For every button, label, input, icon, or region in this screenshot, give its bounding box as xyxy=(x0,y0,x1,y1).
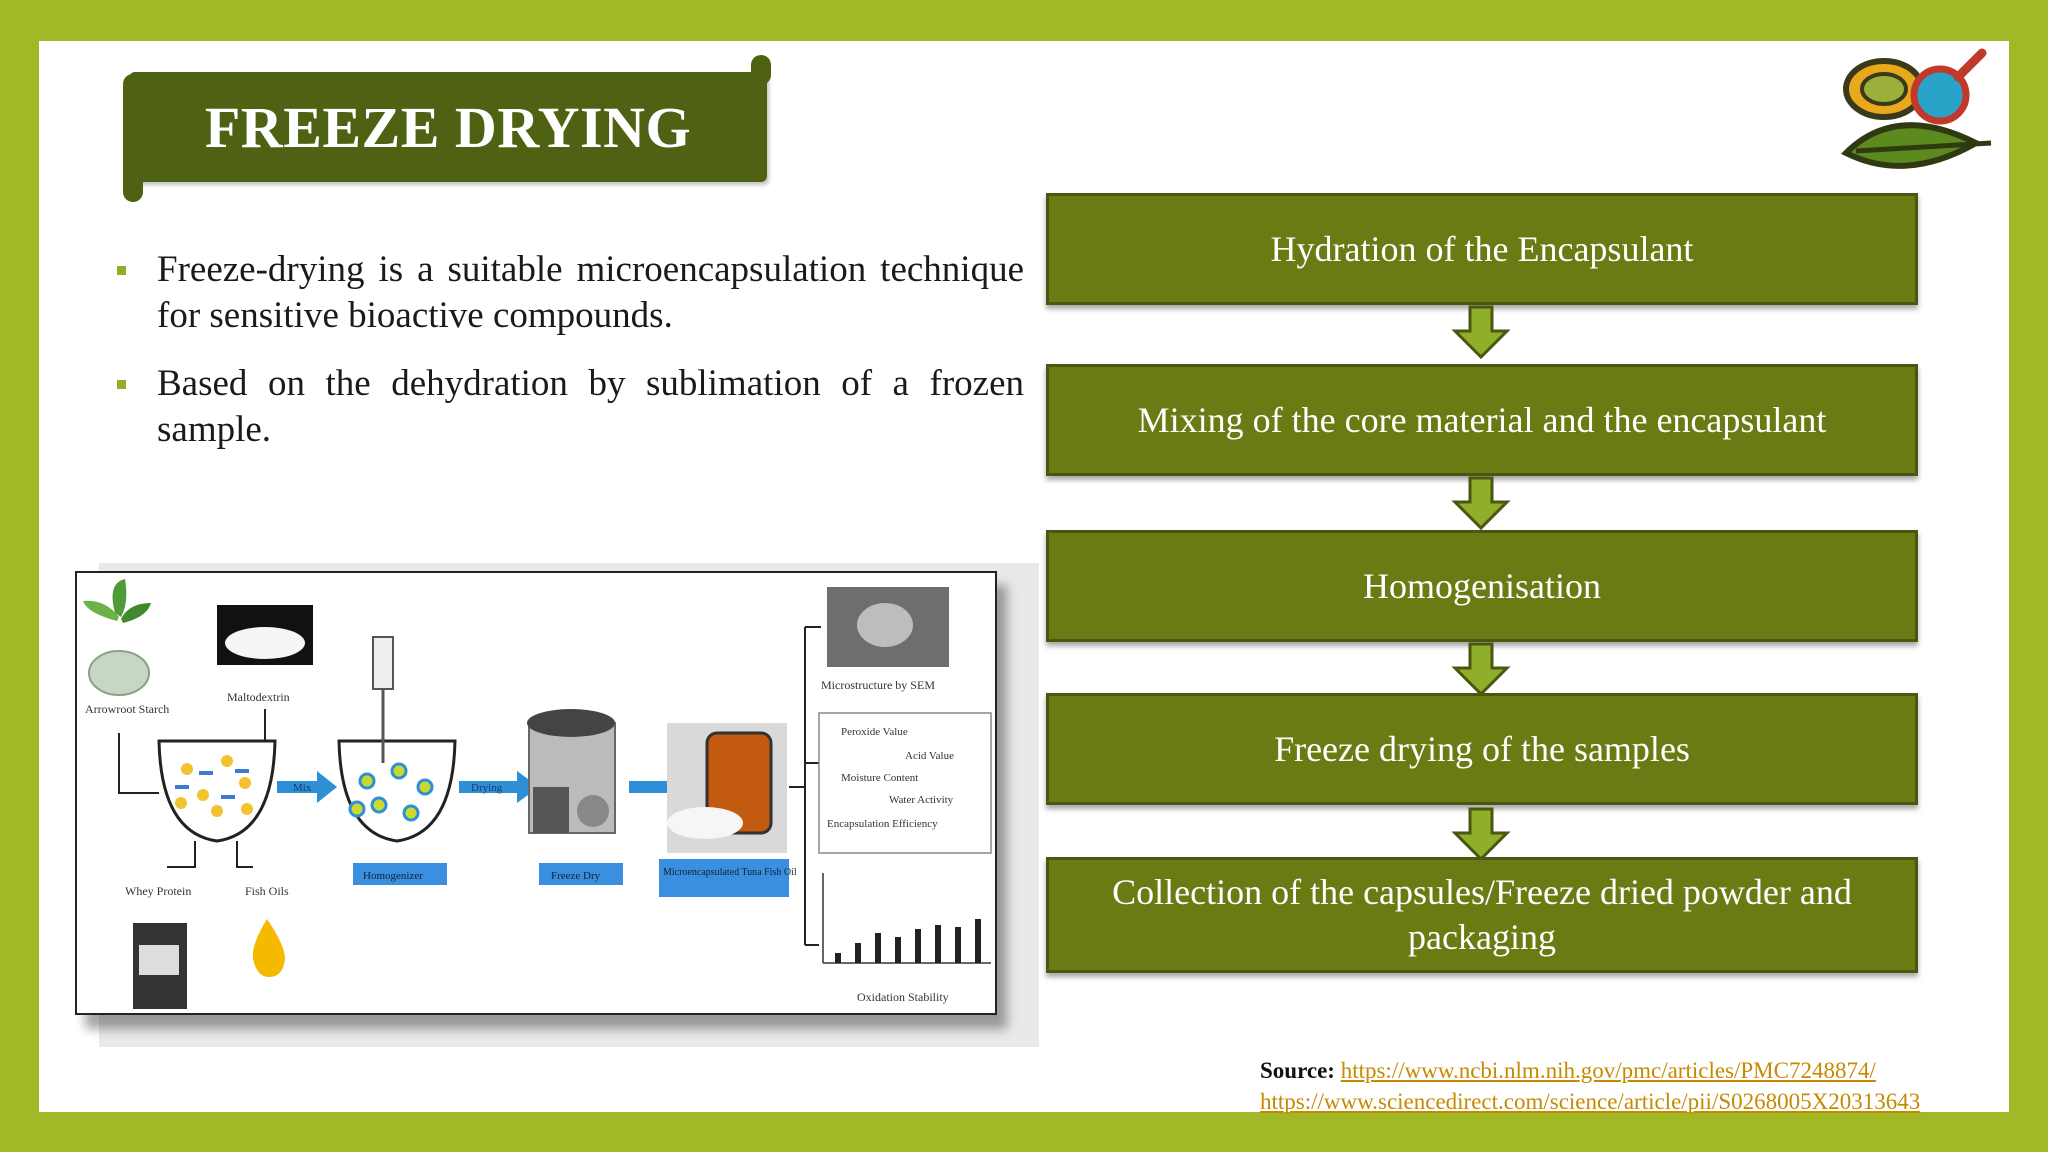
stability-label: Oxidation Stability xyxy=(857,990,949,1004)
source-link-sciencedirect[interactable]: https://www.sciencedirect.com/science/article/pii/S0268005X20313643 xyxy=(1260,1089,1921,1114)
homogenizer-label: Homogenizer xyxy=(363,870,423,882)
flow-step-3: Homogenisation xyxy=(1046,530,1918,642)
mix-label: Mix xyxy=(293,782,312,794)
source-label: Source: xyxy=(1260,1058,1335,1083)
product-label: Microencapsulated Tuna Fish Oil xyxy=(663,867,797,878)
bullet-list xyxy=(109,247,1024,475)
down-arrow-icon xyxy=(1451,476,1511,532)
bullet-marker-icon xyxy=(117,380,126,389)
homogenizer-bowl-icon xyxy=(339,741,455,841)
bullet-item: Based on the dehydration by sublimation of a frozen sample. xyxy=(109,361,1024,453)
freeze-dry-label: Freeze Dry xyxy=(551,870,601,882)
flow-step-2: Mixing of the core material and the encapsulant xyxy=(1046,364,1918,476)
down-arrow-icon xyxy=(1451,807,1511,863)
bullet-item: Freeze-drying is a suitable microencapsulation technique for sensitive bioactive compounds. xyxy=(109,247,1024,339)
sem-label: Microstructure by SEM xyxy=(821,678,935,692)
process-figure xyxy=(75,571,997,1015)
slide xyxy=(39,41,2009,1112)
source-link-ncbi[interactable]: https://www.ncbi.nlm.nih.gov/pmc/articles/PMC7248874/ xyxy=(1340,1058,1876,1083)
test-label: Moisture Content xyxy=(841,772,919,784)
whey-label: Whey Protein xyxy=(125,884,192,898)
fish-oils-label: Fish Oils xyxy=(245,884,289,898)
test-label: Peroxide Value xyxy=(841,726,908,738)
flow-step-4: Freeze drying of the samples xyxy=(1046,693,1918,805)
test-label: Encapsulation Efficiency xyxy=(827,818,938,830)
microbe-leaf-logo xyxy=(1826,43,2006,183)
flow-step-5: Collection of the capsules/Freeze dried powder and packaging xyxy=(1046,857,1918,973)
bullet-marker-icon xyxy=(117,266,126,275)
title-banner xyxy=(129,72,767,182)
product-tag xyxy=(659,859,789,897)
drying-label: Drying xyxy=(471,782,503,794)
down-arrow-icon xyxy=(1451,642,1511,698)
flow-step-1: Hydration of the Encapsulant xyxy=(1046,193,1918,305)
mixing-bowl-icon xyxy=(159,741,275,841)
slide-title: FREEZE DRYING xyxy=(204,94,692,160)
arrowroot-label: Arrowroot Starch xyxy=(85,702,170,716)
arrowroot-plant-image xyxy=(83,579,151,695)
stability-chart-image xyxy=(823,873,991,963)
test-label: Water Activity xyxy=(889,794,954,806)
maltodextrin-label: Maltodextrin xyxy=(227,690,290,704)
product-jar-image xyxy=(667,723,787,853)
freeze-dryer-image xyxy=(527,709,615,833)
down-arrow-icon xyxy=(1451,305,1511,361)
oil-drop-icon xyxy=(253,919,285,977)
source-citation xyxy=(1260,1055,2020,1117)
test-label: Acid Value xyxy=(905,750,954,762)
